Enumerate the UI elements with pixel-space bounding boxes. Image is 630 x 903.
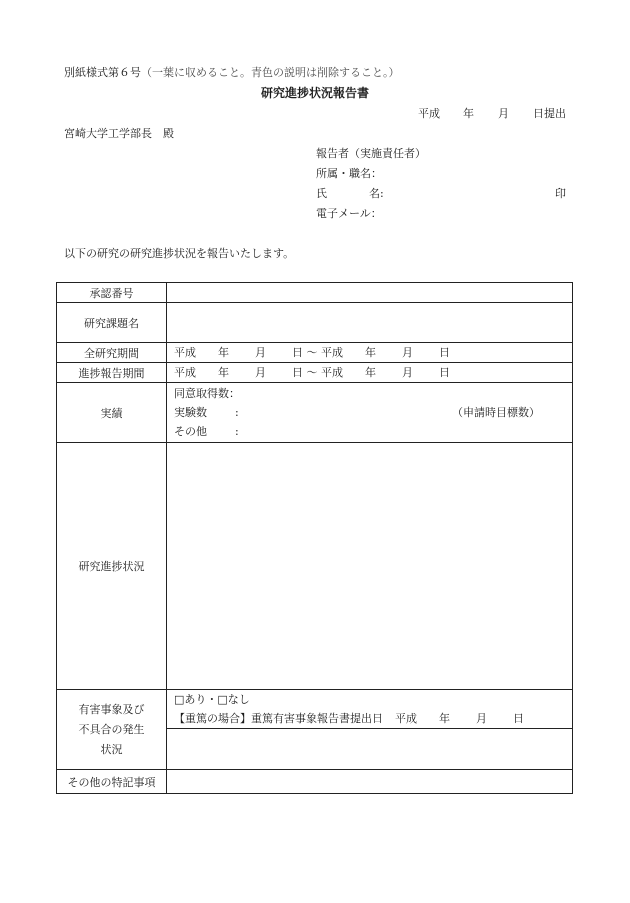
- row-approval-number: [57, 283, 573, 303]
- row-special-notes: [57, 770, 573, 794]
- instruction-note: （一葉に収めること。青色の説明は削除すること。）: [141, 66, 400, 79]
- research-topic-label: 研究課題名: [57, 303, 167, 343]
- progress-label: 研究進捗状況: [57, 443, 167, 690]
- addressee: 宮崎大学工学部長 殿: [64, 127, 174, 140]
- report-period-value[interactable]: [167, 363, 573, 383]
- form-number: 別紙様式第６号: [64, 66, 141, 79]
- serious-report-date: 【重篤の場合】重篤有害事象報告書提出日 平成 年 月 日: [174, 712, 524, 725]
- progress-report-table: [56, 282, 573, 794]
- affiliation-label: 所属・職名：: [316, 167, 382, 180]
- results-value[interactable]: [167, 383, 573, 443]
- date-month: 月: [498, 107, 509, 120]
- row-adverse-events: [57, 690, 573, 770]
- intro-text: 以下の研究の研究進捗状況を報告いたします。: [64, 247, 295, 260]
- month-start: 月: [255, 346, 266, 359]
- era-end: 平成: [321, 366, 343, 379]
- total-period-value[interactable]: [167, 343, 573, 363]
- date-era: 平成: [418, 107, 440, 120]
- row-total-period: [57, 343, 573, 363]
- date-day-submitted: 日提出: [533, 107, 566, 120]
- name-label-2: 名:: [369, 187, 384, 200]
- document-title: 研究進捗状況報告書: [260, 86, 369, 100]
- era-start: 平成: [174, 346, 196, 359]
- reporter-label: 報告者（実施責任者）: [316, 147, 426, 160]
- name-label-1: 氏: [316, 187, 327, 200]
- total-period-label: 全研究期間: [57, 343, 167, 363]
- month-end: 月: [402, 366, 413, 379]
- consent-count: 同意取得数：: [174, 387, 240, 400]
- submission-date: [418, 107, 440, 121]
- tilde: 〜: [306, 366, 318, 379]
- year-start: 年: [218, 346, 229, 359]
- month-start: 月: [255, 366, 266, 379]
- year-end: 年: [365, 346, 376, 359]
- target-note: （申請時目標数）: [452, 406, 540, 419]
- date-year: 年: [463, 107, 474, 120]
- yes-no-checkboxes[interactable]: □あり・□なし: [174, 693, 250, 706]
- adverse-events-value[interactable]: [167, 690, 573, 770]
- progress-value[interactable]: [167, 443, 573, 690]
- adverse-detail-field[interactable]: [167, 728, 572, 769]
- email-label: 電子メール：: [316, 207, 382, 220]
- row-results: [57, 383, 573, 443]
- month-end: 月: [402, 346, 413, 359]
- row-research-topic: [57, 303, 573, 343]
- adverse-events-label: 有害事象及び 不具合の発生 状況: [57, 690, 167, 770]
- day-end: 日: [439, 346, 450, 359]
- special-notes-value[interactable]: [167, 770, 573, 794]
- research-topic-value[interactable]: [167, 303, 573, 343]
- year-start: 年: [218, 366, 229, 379]
- other-count: その他 :: [174, 425, 239, 438]
- year-end: 年: [365, 366, 376, 379]
- seal-mark: 印: [555, 187, 566, 200]
- day-end: 日: [439, 366, 450, 379]
- row-progress: [57, 443, 573, 690]
- experiment-count: 実験数 : （申請時目標数）: [174, 403, 572, 422]
- era-start: 平成: [174, 366, 196, 379]
- report-period-label: 進捗報告期間: [57, 363, 167, 383]
- approval-number-value[interactable]: [167, 283, 573, 303]
- results-label: 実績: [57, 383, 167, 443]
- day-start: 日: [292, 366, 303, 379]
- day-start: 日: [292, 346, 303, 359]
- approval-number-label: 承認番号: [57, 283, 167, 303]
- row-report-period: [57, 363, 573, 383]
- special-notes-label: その他の特記事項: [57, 770, 167, 794]
- tilde: 〜: [306, 346, 318, 359]
- form-number-line: [64, 66, 400, 80]
- era-end: 平成: [321, 346, 343, 359]
